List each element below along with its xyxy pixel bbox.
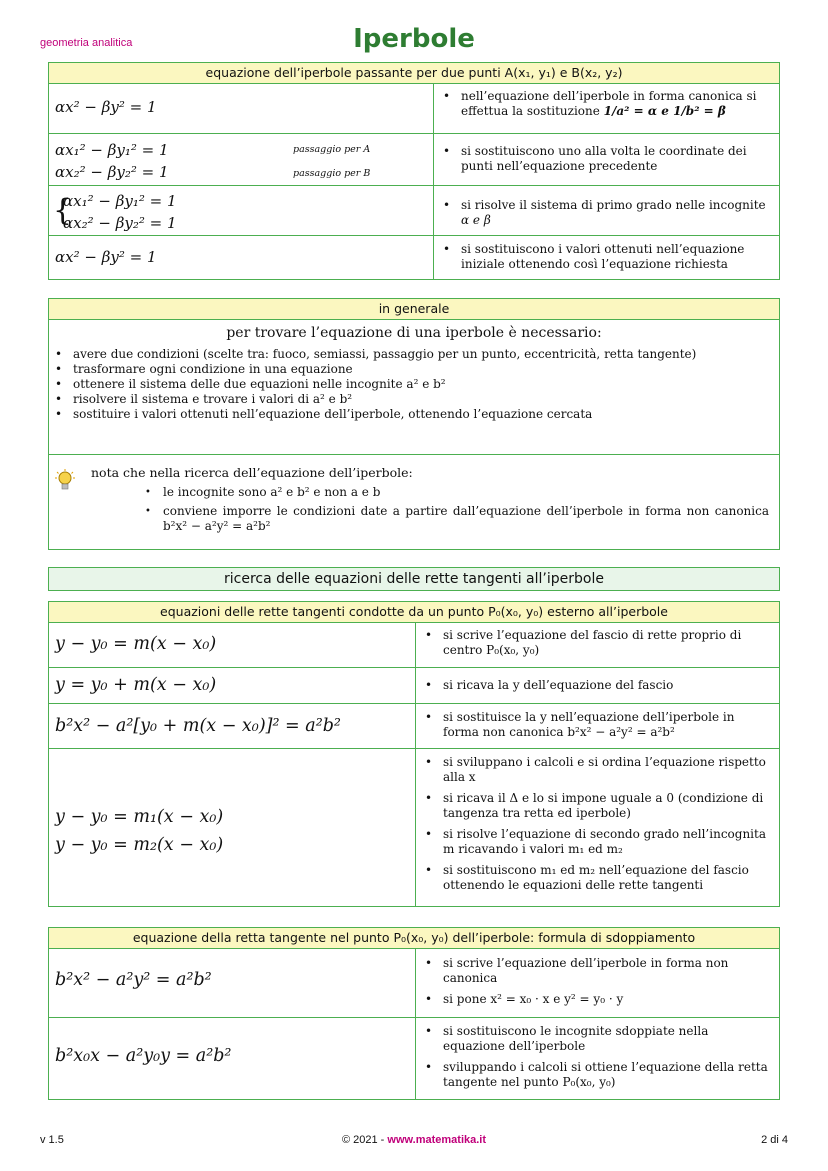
list-item: • le incognite sono a² e b² e non a e b [139,485,769,500]
table-row [49,235,779,280]
table-row [49,133,779,186]
list-item: • conviene imporre le condizioni date a partire dall’equazione dell’iperbole in forma non canonica b²x² − a²y² = a²b² [139,504,769,534]
equation: y − y₀ = m(x − x₀) [55,634,217,654]
equation: b²x₀x − a²y₀y = a²b² [55,1046,232,1066]
equation: αx² − βy² = 1 [55,248,157,266]
list-item: • trasformare ogni condizione in una equazione [49,362,779,377]
table-row [49,948,779,1017]
equation: αx² − βy² = 1 [55,98,157,116]
list-item: • ottenere il sistema delle due equazioni nelle incognite a² e b² [49,377,779,392]
table-row: { αx₁² − βy₁² = 1 αx₂² − βy₂² = 1 • si risolve il sistema di primo grado nelle incognite α e β [49,185,779,236]
list-item: • si sostituiscono i valori ottenuti nell’equazione iniziale ottenendo così l’equazione richiesta [437,242,773,272]
list-item: • si risolve l’equazione di secondo grado nell’incognita m ricavando i valori m₁ ed m₂ [419,827,773,857]
equation: αx₂² − βy₂² = 1 [55,163,169,181]
list-item: • sostituire i valori ottenuti nell’equazione dell’iperbole, ottenendo l’equazione cercata [49,407,779,422]
equation: αx₂² − βy₂² = 1 [63,214,177,232]
list-item: • si sviluppano i calcoli e si ordina l’equazione rispetto alla x [419,755,773,785]
equation: b²x² − a²[y₀ + m(x − x₀)]² = a²b² [55,716,341,736]
list-item: • risolvere il sistema e trovare i valori di a² e b² [49,392,779,407]
equation: y = y₀ + m(x − x₀) [55,675,217,695]
table-row [49,748,779,907]
annotation: passaggio per A [293,144,371,155]
equation: b²x² − a²y² = a²b² [55,970,212,990]
list-item: • si scrive l’equazione del fascio di rette proprio di centro P₀(x₀, y₀) [419,628,773,658]
list-item: • si risolve il sistema di primo grado nelle incognite α e β [437,198,773,228]
section-heading: equazione dell’iperbole passante per due punti A(x₁, y₁) e B(x₂, y₂) [49,63,779,84]
note-title: nota che nella ricerca dell’equazione dell’iperbole: [91,465,413,480]
equation: y − y₀ = m₂(x − x₀) [55,835,224,855]
list-item: • si pone x² = x₀ · x e y² = y₀ · y [419,992,773,1007]
list-item: • si ricava il Δ e lo si impone uguale a 0 (condizione di tangenza tra retta ed iperbole) [419,791,773,821]
equation: αx₁² − βy₁² = 1 [55,141,169,159]
list-item: • si scrive l’equazione dell’iperbole in forma non canonica [419,956,773,986]
table-row [49,622,779,667]
site-link[interactable]: www.matematika.it [387,1134,487,1146]
list-item: • si sostituisce la y nell’equazione dell’iperbole in forma non canonica b²x² − a²y² = a²b² [419,710,773,740]
page-number: 2 di 4 [761,1134,788,1146]
note-box [49,454,779,551]
page-title: Iperbole [353,24,475,54]
table-row [49,83,779,133]
section-general [48,298,780,550]
intro-text: per trovare l’equazione di una iperbole è necessario: [226,325,602,341]
section-tangent-point [48,927,780,1100]
list-item: • nell’equazione dell’iperbole in forma canonica si effettua la sostituzione 1/a² = α e 1/b² = β [437,89,773,119]
section-heading: equazioni delle rette tangenti condotte da un punto P₀(x₀, y₀) esterno all’iperbole [49,602,779,623]
table-row [49,667,779,704]
section-heading: equazione della retta tangente nel punto P₀(x₀, y₀) dell’iperbole: formula di sdoppiamento [49,928,779,949]
section-external-point [48,601,780,907]
equation: αx₁² − βy₁² = 1 [63,192,177,210]
list-item: • si sostituiscono le incognite sdoppiate nella equazione dell’iperbole [419,1024,773,1054]
list-item: • si sostituiscono uno alla volta le coordinate dei punti nell’equazione precedente [437,144,773,174]
equation: y − y₀ = m₁(x − x₀) [55,807,224,827]
copyright: © 2021 - www.matematika.it [341,1134,487,1146]
list-item: • si ricava la y dell’equazione del fascio [419,678,773,693]
section-heading: in generale [49,299,779,320]
list-item: • avere due condizioni (scelte tra: fuoco, semiassi, passaggio per un punto, eccentricità, retta tangente) [49,347,779,362]
lightbulb-icon [55,469,75,493]
table-row [49,1017,779,1100]
version-label: v 1.5 [40,1134,64,1146]
list-item: • si sostituiscono m₁ ed m₂ nell’equazione del fascio ottenendo le equazioni delle rette tangenti [419,863,773,893]
topic-label: geometria analitica [40,37,133,49]
section-tangents-title: ricerca delle equazioni delle rette tangenti all’iperbole [48,567,780,591]
annotation: passaggio per B [293,168,371,179]
list-item: • sviluppando i calcoli si ottiene l’equazione della retta tangente nel punto P₀(x₀, y₀) [419,1060,773,1090]
section-two-points [48,62,780,280]
table-row [49,703,779,749]
